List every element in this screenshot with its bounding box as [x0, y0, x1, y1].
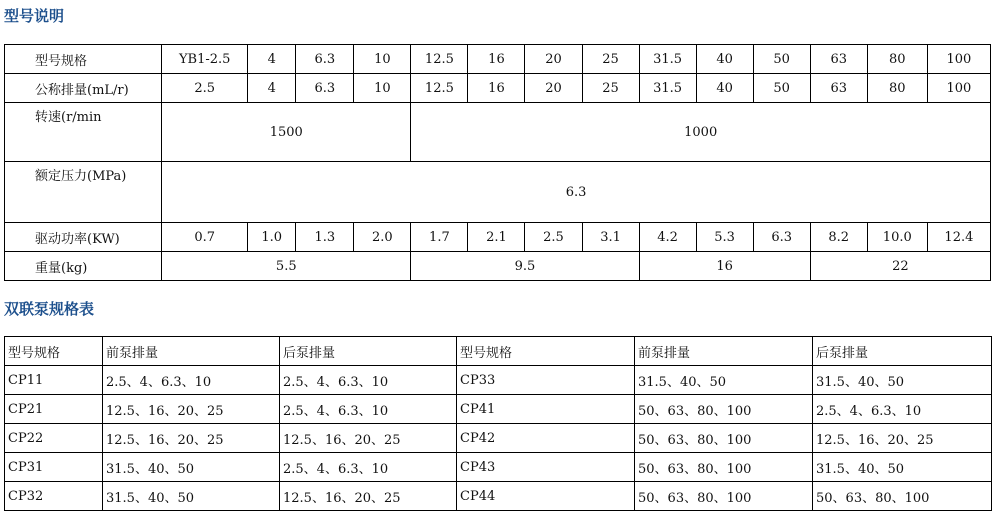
model-cell: 12.5: [411, 45, 468, 74]
model-cell: 20: [525, 45, 582, 74]
dual-cell: 12.5、16、20、25: [103, 424, 280, 453]
displacement-row: [5, 74, 991, 103]
speed-label: 转速(r/min: [5, 103, 162, 162]
power-cell: 8.2: [810, 223, 867, 252]
section-title-model-description: 型号说明: [4, 7, 65, 25]
section-title-dual-pump-spec: 双联泵规格表: [4, 300, 95, 318]
weight-cell: 5.5: [162, 252, 411, 281]
displacement-cell: 50: [753, 74, 810, 103]
model-cell: 63: [810, 45, 867, 74]
dual-header-cell: 型号规格: [457, 337, 635, 366]
dual-row: [5, 366, 992, 395]
dual-header-row: [5, 337, 992, 366]
displacement-cell: 12.5: [411, 74, 468, 103]
dual-row: [5, 424, 992, 453]
dual-cell: 31.5、40、50: [103, 453, 280, 482]
model-cell: 40: [696, 45, 753, 74]
dual-header-cell: 前泵排量: [103, 337, 280, 366]
dual-pump-spec-table: [4, 336, 992, 511]
speed-row: [5, 103, 991, 162]
dual-cell: 12.5、16、20、25: [103, 395, 280, 424]
dual-row: [5, 482, 992, 511]
power-cell: 2.1: [468, 223, 525, 252]
weight-cell: 22: [810, 252, 990, 281]
displacement-cell: 40: [696, 74, 753, 103]
model-cell: 50: [753, 45, 810, 74]
dual-row: [5, 453, 992, 482]
model-cell: 31.5: [639, 45, 696, 74]
dual-cell: CP41: [457, 395, 635, 424]
dual-cell: 31.5、40、50: [813, 366, 992, 395]
dual-header-cell: 型号规格: [5, 337, 103, 366]
displacement-cell: 16: [468, 74, 525, 103]
displacement-label: 公称排量(mL/r): [5, 74, 162, 103]
power-cell: 2.5: [525, 223, 582, 252]
dual-header-cell: 前泵排量: [635, 337, 813, 366]
pressure-label: 额定压力(MPa): [5, 162, 162, 223]
displacement-cell: 80: [867, 74, 927, 103]
speed-cell: 1000: [411, 103, 991, 162]
power-cell: 1.3: [296, 223, 354, 252]
dual-cell: 2.5、4、6.3、10: [280, 395, 457, 424]
power-cell: 4.2: [639, 223, 696, 252]
displacement-cell: 6.3: [296, 74, 354, 103]
model-label: 型号规格: [5, 45, 162, 74]
dual-cell: 31.5、40、50: [103, 482, 280, 511]
power-cell: 0.7: [162, 223, 248, 252]
displacement-cell: 2.5: [162, 74, 248, 103]
speed-cell: 1500: [162, 103, 411, 162]
dual-cell: 2.5、4、6.3、10: [280, 366, 457, 395]
dual-cell: 2.5、4、6.3、10: [813, 395, 992, 424]
displacement-cell: 20: [525, 74, 582, 103]
dual-cell: 50、63、80、100: [635, 453, 813, 482]
dual-cell: CP32: [5, 482, 103, 511]
model-spec-table: [4, 44, 991, 281]
model-cell: 16: [468, 45, 525, 74]
displacement-cell: 25: [582, 74, 639, 103]
dual-row: [5, 395, 992, 424]
dual-header-cell: 后泵排量: [280, 337, 457, 366]
dual-header-cell: 后泵排量: [813, 337, 992, 366]
dual-cell: 2.5、4、6.3、10: [103, 366, 280, 395]
dual-cell: 31.5、40、50: [635, 366, 813, 395]
dual-cell: 50、63、80、100: [635, 424, 813, 453]
displacement-cell: 63: [810, 74, 867, 103]
dual-cell: CP42: [457, 424, 635, 453]
power-cell: 1.0: [248, 223, 296, 252]
dual-cell: 50、63、80、100: [635, 482, 813, 511]
power-row: [5, 223, 991, 252]
power-cell: 2.0: [354, 223, 411, 252]
dual-cell: 31.5、40、50: [813, 453, 992, 482]
power-cell: 5.3: [696, 223, 753, 252]
power-cell: 10.0: [867, 223, 927, 252]
power-cell: 6.3: [753, 223, 810, 252]
model-cell: 100: [927, 45, 990, 74]
dual-cell: CP21: [5, 395, 103, 424]
displacement-cell: 100: [927, 74, 990, 103]
dual-cell: 12.5、16、20、25: [280, 482, 457, 511]
dual-cell: CP43: [457, 453, 635, 482]
model-cell: 10: [354, 45, 411, 74]
dual-cell: CP44: [457, 482, 635, 511]
weight-label: 重量(kg): [5, 252, 162, 281]
pressure-row: [5, 162, 991, 223]
model-cell: 6.3: [296, 45, 354, 74]
displacement-cell: 31.5: [639, 74, 696, 103]
weight-row: [5, 252, 991, 281]
dual-cell: CP22: [5, 424, 103, 453]
model-row: [5, 45, 991, 74]
power-cell: 1.7: [411, 223, 468, 252]
power-label: 驱动功率(KW): [5, 223, 162, 252]
weight-cell: 9.5: [411, 252, 639, 281]
model-cell: 4: [248, 45, 296, 74]
dual-cell: CP31: [5, 453, 103, 482]
dual-cell: 50、63、80、100: [635, 395, 813, 424]
model-cell: 25: [582, 45, 639, 74]
pressure-cell: 6.3: [162, 162, 991, 223]
displacement-cell: 10: [354, 74, 411, 103]
dual-cell: CP11: [5, 366, 103, 395]
model-cell: 80: [867, 45, 927, 74]
dual-cell: 2.5、4、6.3、10: [280, 453, 457, 482]
dual-cell: 12.5、16、20、25: [280, 424, 457, 453]
model-cell: YB1-2.5: [162, 45, 248, 74]
dual-cell: 12.5、16、20、25: [813, 424, 992, 453]
power-cell: 12.4: [927, 223, 990, 252]
dual-cell: 50、63、80、100: [813, 482, 992, 511]
dual-cell: CP33: [457, 366, 635, 395]
power-cell: 3.1: [582, 223, 639, 252]
weight-cell: 16: [639, 252, 810, 281]
displacement-cell: 4: [248, 74, 296, 103]
